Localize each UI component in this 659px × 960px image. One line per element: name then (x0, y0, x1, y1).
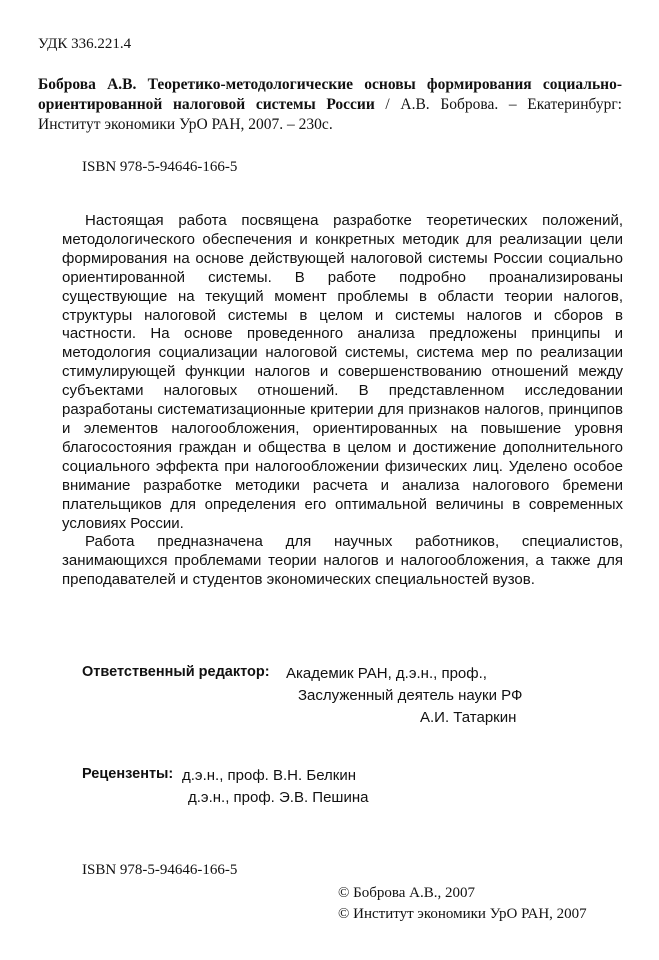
abstract-paragraph-2: Работа предназначена для научных работников, специалистов, занимающихся проблемами теории налогов и налогообложения, а также для преподавателей и студентов экономических специальностей вузов. (62, 533, 623, 589)
isbn-top: ISBN 978-5-94646-166-5 (82, 159, 238, 175)
reviewer-2: д.э.н., проф. Э.В. Пешина (188, 789, 369, 806)
bibliographic-citation (38, 75, 622, 135)
udk-code: УДК 336.221.4 (38, 36, 132, 52)
citation-publication-info: / А.В. Боброва. – Екатеринбург: Институт экономики УрО РАН, 2007. – 230с. (38, 96, 622, 133)
abstract (62, 212, 623, 590)
reviewer-1: д.э.н., проф. В.Н. Белкин (182, 767, 357, 784)
responsible-editor-label: Ответственный редактор: (82, 664, 270, 680)
editor-title-line-2: Заслуженный деятель науки РФ (298, 687, 523, 704)
editor-title-line-1: Академик РАН, д.э.н., проф., (286, 665, 487, 682)
copyright-author: © Боброва А.В., 2007 (338, 885, 476, 901)
editor-name: А.И. Татаркин (420, 709, 517, 726)
abstract-paragraph-1: Настоящая работа посвящена разработке теоретических положений, методологического обеспечения и конкретных методик для реализации цели формирования на основе действующей налоговой системы России социально ориентированной системы. В работе подробно проанализированы существующие на текущий момент проблемы в области теории налогов, структуры налоговой системы в целом и системы налогов и сборов в частности. На основе проведенного анализа предложены принципы и методология социализации налоговой системы, система мер по реализации стимулирующей функции налогов и совершенствованию отношений между субъектами налоговых отношений. В представленном исследовании разработаны систематизационные критерии для признаков налогов, принципов и элементов налогообложения, ориентированных на повышение уровня благосостояния граждан и общества в целом и достижение дополнительного социального эффекта при налогообложении физических лиц. Уделено особое внимание разработке методики расчета и анализа налогового бремени плательщиков для определения его оптимальной величины в современных условиях России. (62, 212, 623, 532)
reviewers-label: Рецензенты: (82, 766, 174, 782)
isbn-bottom: ISBN 978-5-94646-166-5 (82, 862, 238, 878)
citation-author-title: Боброва А.В. Теоретико-методологические основы формирования социально-ориентированной налоговой системы России (38, 76, 622, 113)
copyright-institute: © Институт экономики УрО РАН, 2007 (338, 906, 587, 922)
